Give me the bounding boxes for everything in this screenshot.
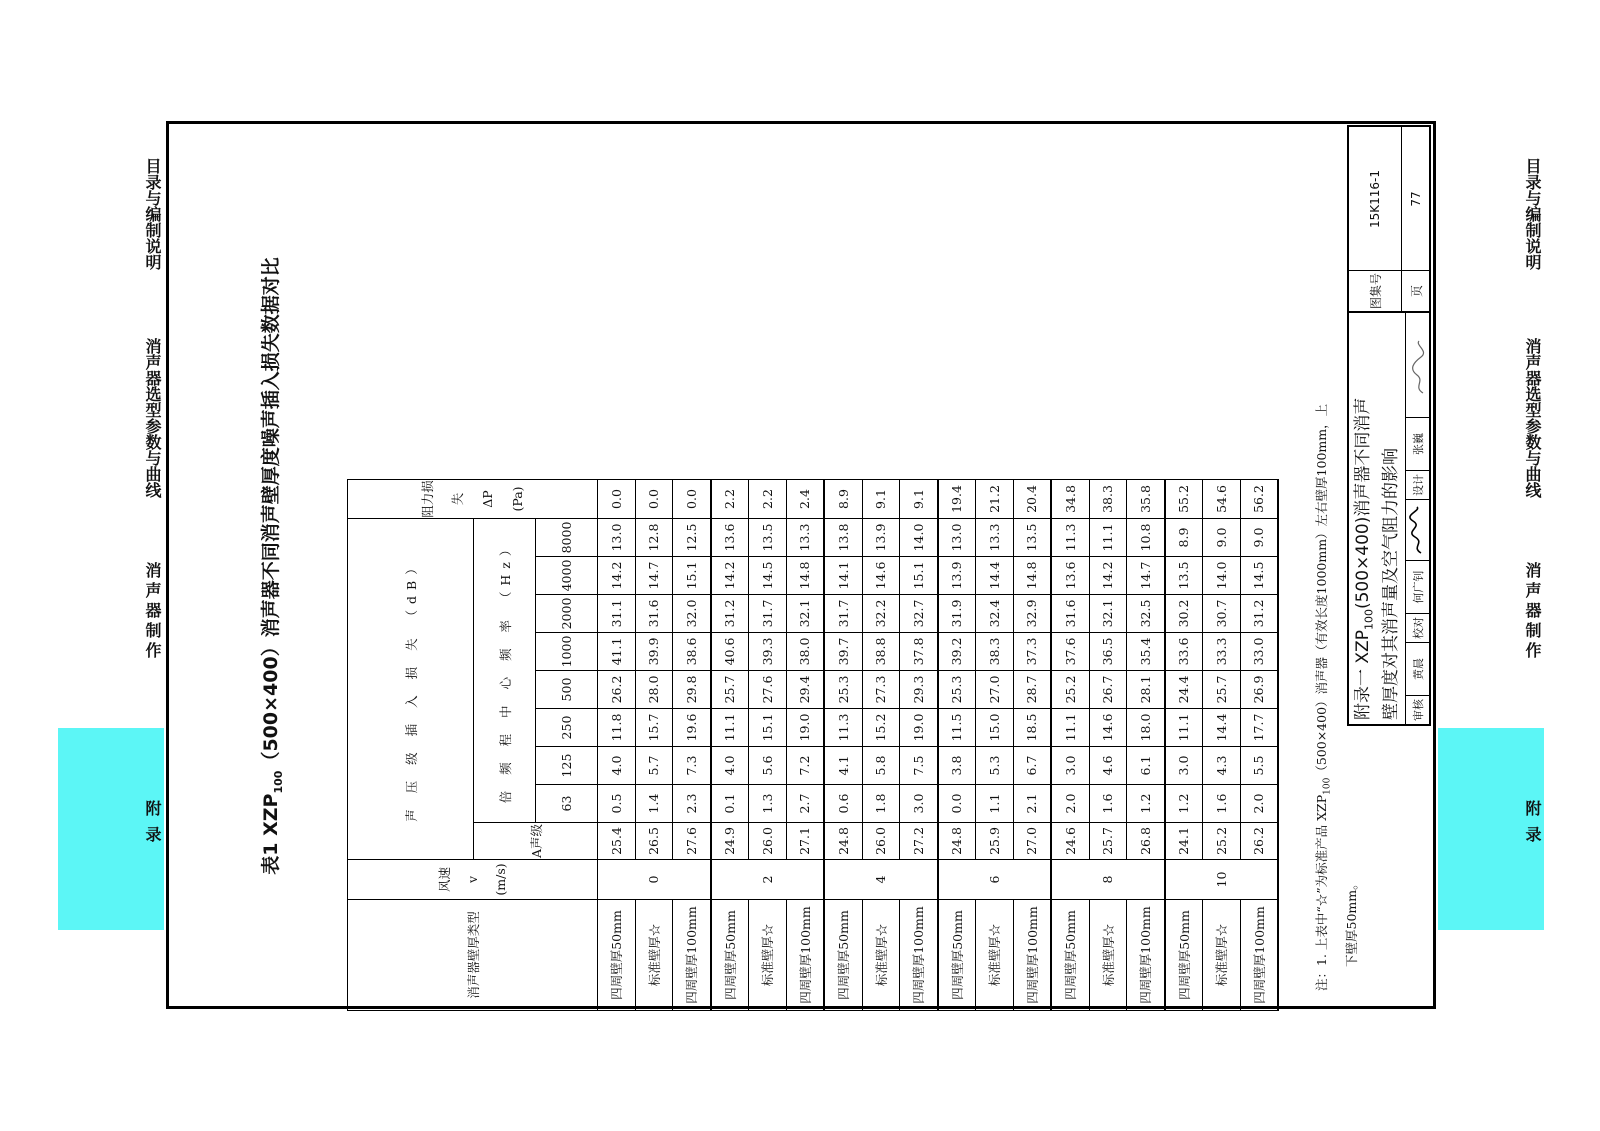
- cell-freq-value: 13.5: [1165, 557, 1203, 595]
- cell-freq-value: 7.3: [673, 747, 711, 785]
- header-freq: 2000: [536, 595, 598, 633]
- cell-type: 四周壁厚100mm: [1013, 900, 1051, 1011]
- cell-freq-value: 30.2: [1165, 595, 1203, 633]
- cell-freq-value: 31.1: [598, 595, 636, 633]
- title-block-signatures: [1405, 313, 1430, 724]
- cell-freq-value: 4.6: [1089, 747, 1127, 785]
- cell-freq-value: 39.3: [749, 633, 787, 671]
- cell-freq-value: 25.3: [824, 671, 862, 709]
- cell-freq-value: 14.8: [786, 557, 824, 595]
- cell-freq-value: 15.1: [900, 557, 938, 595]
- cell-a-level: 24.8: [938, 823, 976, 860]
- header-speed-symbol: v: [464, 875, 480, 884]
- cell-type: 标准壁厚☆: [749, 900, 787, 1011]
- cell-freq-value: 7.2: [786, 747, 824, 785]
- table-row: [635, 480, 673, 1011]
- cell-freq-value: 1.2: [1165, 785, 1203, 823]
- cell-type: 四周壁厚50mm: [824, 900, 862, 1011]
- table-row: [1013, 480, 1051, 1011]
- note-line2: 下壁厚50mm。: [1343, 877, 1359, 967]
- cell-freq-value: 18.0: [1127, 709, 1165, 747]
- cell-a-level: 25.4: [598, 823, 636, 860]
- cell-freq-value: 1.1: [976, 785, 1014, 823]
- sidebar-item-catalog[interactable]: 目录与编制说明: [1523, 158, 1542, 270]
- header-speed: [348, 860, 598, 900]
- header-speed-label: 风速: [436, 867, 452, 893]
- cell-freq-value: 27.6: [749, 671, 787, 709]
- cell-pressure: 2.2: [711, 480, 749, 519]
- cell-freq-value: 29.8: [673, 671, 711, 709]
- cell-a-level: 27.1: [786, 823, 824, 860]
- cell-freq-value: 25.3: [938, 671, 976, 709]
- check-signature: [1406, 499, 1430, 560]
- cell-freq-value: 31.6: [1051, 595, 1089, 633]
- table-row: [1127, 480, 1165, 1011]
- cell-a-level: 26.8: [1127, 823, 1165, 860]
- cell-type: 标准壁厚☆: [1089, 900, 1127, 1011]
- cell-freq-value: 1.6: [1203, 785, 1241, 823]
- cell-freq-value: 31.6: [635, 595, 673, 633]
- cell-freq-value: 10.8: [1127, 519, 1165, 557]
- cell-freq-value: 26.9: [1240, 671, 1278, 709]
- header-freq: 4000: [536, 557, 598, 595]
- sidebar-item-appendix[interactable]: 附录: [1523, 800, 1542, 852]
- cell-freq-value: 14.7: [635, 557, 673, 595]
- check-name: 何广钊: [1406, 560, 1430, 613]
- header-freq: 250: [536, 709, 598, 747]
- cell-freq-value: 13.6: [1051, 557, 1089, 595]
- cell-freq-value: 25.2: [1051, 671, 1089, 709]
- cell-freq-value: 15.1: [749, 709, 787, 747]
- cell-freq-value: 11.3: [1051, 519, 1089, 557]
- cell-freq-value: 14.4: [1203, 709, 1241, 747]
- cell-pressure: 0.0: [673, 480, 711, 519]
- cell-freq-value: 40.6: [711, 633, 749, 671]
- cell-freq-value: 6.7: [1013, 747, 1051, 785]
- cell-type: 标准壁厚☆: [635, 900, 673, 1011]
- cell-freq-value: 4.0: [711, 747, 749, 785]
- title-block-title: [1352, 316, 1404, 720]
- cell-pressure: 38.3: [1089, 480, 1127, 519]
- cell-freq-value: 14.6: [862, 557, 900, 595]
- cell-freq-value: 8.9: [1165, 519, 1203, 557]
- cell-freq-value: 1.3: [749, 785, 787, 823]
- cell-freq-value: 2.1: [1013, 785, 1051, 823]
- page-label: 页: [1401, 270, 1430, 311]
- tb-line1-a: 附录一 XZP: [1353, 630, 1373, 720]
- design-name: 张巍: [1406, 417, 1430, 470]
- cell-freq-value: 33.3: [1203, 633, 1241, 671]
- cell-freq-value: 32.1: [786, 595, 824, 633]
- header-pressure: [348, 480, 598, 519]
- cell-freq-value: 4.1: [824, 747, 862, 785]
- design-signature: [1406, 317, 1430, 417]
- cell-freq-value: 3.8: [938, 747, 976, 785]
- cell-type: 四周壁厚50mm: [1165, 900, 1203, 1011]
- note-line1-sub: 100: [1322, 777, 1333, 795]
- cell-pressure: 34.8: [1051, 480, 1089, 519]
- cell-freq-value: 1.6: [1089, 785, 1127, 823]
- table-row: [976, 480, 1014, 1011]
- check-label: 校对: [1406, 613, 1430, 642]
- cell-freq-value: 15.0: [976, 709, 1014, 747]
- cell-freq-value: 25.7: [711, 671, 749, 709]
- cell-freq-value: 28.7: [1013, 671, 1051, 709]
- cell-pressure: 0.0: [598, 480, 636, 519]
- cell-freq-value: 11.1: [1089, 519, 1127, 557]
- cell-freq-value: 2.3: [673, 785, 711, 823]
- cell-freq-value: 11.1: [1051, 709, 1089, 747]
- cell-a-level: 24.8: [824, 823, 862, 860]
- sheet-content: [164, 119, 1438, 1011]
- cell-freq-value: 14.5: [1240, 557, 1278, 595]
- cell-freq-value: 29.3: [900, 671, 938, 709]
- cell-freq-value: 14.2: [598, 557, 636, 595]
- cell-freq-value: 15.1: [673, 557, 711, 595]
- cell-freq-value: 33.6: [1165, 633, 1203, 671]
- review-label: 审核: [1406, 695, 1430, 724]
- cell-freq-value: 14.6: [1089, 709, 1127, 747]
- cell-freq-value: 31.7: [824, 595, 862, 633]
- cell-speed: 6: [938, 860, 1052, 900]
- cell-a-level: 24.9: [711, 823, 749, 860]
- cell-type: 标准壁厚☆: [976, 900, 1014, 1011]
- cell-pressure: 2.2: [749, 480, 787, 519]
- cell-freq-value: 1.4: [635, 785, 673, 823]
- cell-a-level: 27.2: [900, 823, 938, 860]
- header-freq: 1000: [536, 633, 598, 671]
- atlas-label: 图集号: [1349, 270, 1401, 311]
- sidebar-item-catalog[interactable]: 目录与编制说明: [143, 158, 162, 270]
- header-pressure-unit: (Pa): [509, 486, 525, 512]
- cell-freq-value: 13.6: [711, 519, 749, 557]
- cell-type: 四周壁厚100mm: [900, 900, 938, 1011]
- cell-freq-value: 29.4: [786, 671, 824, 709]
- cell-freq-value: 5.3: [976, 747, 1014, 785]
- cell-freq-value: 33.0: [1240, 633, 1278, 671]
- cell-freq-value: 13.5: [749, 519, 787, 557]
- table-row: [1051, 480, 1089, 1011]
- cell-freq-value: 13.9: [938, 557, 976, 595]
- table-row: [1240, 480, 1278, 1011]
- sidebar-left: [58, 0, 164, 1131]
- cell-a-level: 25.9: [976, 823, 1014, 860]
- header-pressure-label: 阻力损失: [419, 480, 465, 518]
- header-octave: 倍 频 程 中 心 频 率 （Hz）: [474, 519, 536, 823]
- title-sub: 100: [271, 770, 285, 794]
- cell-freq-value: 14.1: [824, 557, 862, 595]
- cell-freq-value: 14.2: [711, 557, 749, 595]
- cell-type: 四周壁厚50mm: [938, 900, 976, 1011]
- cell-freq-value: 13.0: [598, 519, 636, 557]
- cell-pressure: 35.8: [1127, 480, 1165, 519]
- cell-freq-value: 2.0: [1240, 785, 1278, 823]
- cell-freq-value: 26.7: [1089, 671, 1127, 709]
- table-row: [862, 480, 900, 1011]
- tb-line1-sub: 100: [1362, 609, 1376, 631]
- cell-a-level: 26.5: [635, 823, 673, 860]
- sidebar-item-fabrication[interactable]: 消声器制作: [143, 562, 162, 662]
- table-title: [256, 151, 285, 981]
- atlas-number: 15K116-1: [1368, 170, 1382, 229]
- cell-freq-value: 11.1: [711, 709, 749, 747]
- cell-a-level: 27.6: [673, 823, 711, 860]
- cell-freq-value: 5.5: [1240, 747, 1278, 785]
- sidebar-item-selection[interactable]: 消声器选型参数与曲线: [143, 338, 162, 498]
- cell-type: 四周壁厚50mm: [598, 900, 636, 1011]
- cell-freq-value: 15.2: [862, 709, 900, 747]
- cell-type: 标准壁厚☆: [1203, 900, 1241, 1011]
- cell-freq-value: 39.7: [824, 633, 862, 671]
- design-label: 设计: [1406, 470, 1430, 499]
- cell-freq-value: 28.1: [1127, 671, 1165, 709]
- cell-freq-value: 0.0: [938, 785, 976, 823]
- cell-pressure: 21.2: [976, 480, 1014, 519]
- cell-a-level: 24.6: [1051, 823, 1089, 860]
- cell-freq-value: 14.0: [900, 519, 938, 557]
- cell-freq-value: 19.6: [673, 709, 711, 747]
- cell-type: 四周壁厚50mm: [1051, 900, 1089, 1011]
- cell-freq-value: 14.8: [1013, 557, 1051, 595]
- cell-freq-value: 32.5: [1127, 595, 1165, 633]
- cell-freq-value: 9.0: [1203, 519, 1241, 557]
- cell-freq-value: 32.4: [976, 595, 1014, 633]
- sidebar-item-selection[interactable]: 消声器选型参数与曲线: [1523, 338, 1542, 498]
- cell-freq-value: 3.0: [1051, 747, 1089, 785]
- cell-type: 四周壁厚100mm: [786, 900, 824, 1011]
- cell-freq-value: 31.2: [1240, 595, 1278, 633]
- cell-freq-value: 2.7: [786, 785, 824, 823]
- cell-freq-value: 30.7: [1203, 595, 1241, 633]
- cell-freq-value: 13.3: [976, 519, 1014, 557]
- cell-freq-value: 38.0: [786, 633, 824, 671]
- cell-freq-value: 32.7: [900, 595, 938, 633]
- cell-a-level: 24.1: [1165, 823, 1203, 860]
- cell-pressure: 8.9: [824, 480, 862, 519]
- table-row: [598, 480, 636, 1011]
- note-line1-a: 注：1. 上表中“☆”为标准产品 XZP: [1314, 794, 1329, 991]
- table-row: [824, 480, 862, 1011]
- cell-freq-value: 18.5: [1013, 709, 1051, 747]
- cell-freq-value: 32.0: [673, 595, 711, 633]
- cell-freq-value: 39.9: [635, 633, 673, 671]
- cell-freq-value: 12.8: [635, 519, 673, 557]
- cell-type: 四周壁厚100mm: [1127, 900, 1165, 1011]
- cell-freq-value: 13.3: [786, 519, 824, 557]
- cell-freq-value: 14.7: [1127, 557, 1165, 595]
- cell-freq-value: 39.2: [938, 633, 976, 671]
- cell-pressure: 9.1: [862, 480, 900, 519]
- sidebar-item-fabrication[interactable]: 消声器制作: [1523, 562, 1542, 662]
- cell-freq-value: 28.0: [635, 671, 673, 709]
- cell-type: 标准壁厚☆: [862, 900, 900, 1011]
- table-row: [900, 480, 938, 1011]
- header-freq: 500: [536, 671, 598, 709]
- cell-freq-value: 1.8: [862, 785, 900, 823]
- sidebar-item-appendix[interactable]: 附录: [143, 800, 162, 852]
- table-row: [786, 480, 824, 1011]
- cell-speed: 0: [598, 860, 711, 900]
- cell-freq-value: 37.6: [1051, 633, 1089, 671]
- cell-freq-value: 26.2: [598, 671, 636, 709]
- cell-freq-value: 7.5: [900, 747, 938, 785]
- cell-freq-value: 14.0: [1203, 557, 1241, 595]
- cell-pressure: 54.6: [1203, 480, 1241, 519]
- cell-freq-value: 13.5: [1013, 519, 1051, 557]
- cell-freq-value: 25.7: [1203, 671, 1241, 709]
- cell-freq-value: 32.1: [1089, 595, 1127, 633]
- header-type: 消声器壁厚类型: [348, 900, 598, 1011]
- header-freq: 8000: [536, 519, 598, 557]
- cell-freq-value: 31.7: [749, 595, 787, 633]
- tb-line2: 壁厚度对其消声量及空气阻力的影响: [1381, 448, 1402, 720]
- cell-freq-value: 17.7: [1240, 709, 1278, 747]
- title-suffix: （500×400）消声器不同消声壁厚度噪声插入损失数据对比: [260, 257, 282, 771]
- cell-freq-value: 36.5: [1089, 633, 1127, 671]
- cell-pressure: 9.1: [900, 480, 938, 519]
- cell-freq-value: 13.0: [938, 519, 976, 557]
- cell-freq-value: 31.2: [711, 595, 749, 633]
- cell-freq-value: 32.2: [862, 595, 900, 633]
- cell-freq-value: 19.0: [900, 709, 938, 747]
- cell-freq-value: 5.7: [635, 747, 673, 785]
- cell-freq-value: 14.4: [976, 557, 1014, 595]
- cell-freq-value: 11.1: [1165, 709, 1203, 747]
- cell-freq-value: 14.5: [749, 557, 787, 595]
- cell-freq-value: 4.3: [1203, 747, 1241, 785]
- cell-freq-value: 11.8: [598, 709, 636, 747]
- cell-a-level: 25.2: [1203, 823, 1241, 860]
- note-line1-b: （500×400）消声器（有效长度1000mm）左右壁厚100mm，上: [1314, 403, 1329, 778]
- header-speed-unit: (m/s): [492, 863, 508, 896]
- cell-freq-value: 27.3: [862, 671, 900, 709]
- table-row: [673, 480, 711, 1011]
- data-table: [347, 479, 1279, 1011]
- title-prefix: 表1 XZP: [260, 793, 282, 875]
- cell-freq-value: 5.6: [749, 747, 787, 785]
- cell-freq-value: 31.9: [938, 595, 976, 633]
- cell-freq-value: 13.8: [824, 519, 862, 557]
- cell-freq-value: 11.3: [824, 709, 862, 747]
- title-block-side: [1347, 125, 1431, 311]
- cell-freq-value: 24.4: [1165, 671, 1203, 709]
- header-freq: 125: [536, 747, 598, 785]
- page-number: 77: [1401, 127, 1430, 271]
- table-row: [1203, 480, 1241, 1011]
- cell-type: 四周壁厚50mm: [711, 900, 749, 1011]
- cell-freq-value: 12.5: [673, 519, 711, 557]
- cell-freq-value: 27.0: [976, 671, 1014, 709]
- cell-freq-value: 4.0: [598, 747, 636, 785]
- sidebar-right: [1438, 0, 1544, 1131]
- cell-freq-value: 41.1: [598, 633, 636, 671]
- cell-freq-value: 2.0: [1051, 785, 1089, 823]
- cell-freq-value: 38.8: [862, 633, 900, 671]
- cell-freq-value: 13.9: [862, 519, 900, 557]
- cell-freq-value: 11.5: [938, 709, 976, 747]
- header-pressure-symbol: ΔP: [479, 490, 495, 508]
- cell-freq-value: 19.0: [786, 709, 824, 747]
- cell-freq-value: 1.2: [1127, 785, 1165, 823]
- cell-freq-value: 38.3: [976, 633, 1014, 671]
- table-row: [1089, 480, 1127, 1011]
- cell-a-level: 26.2: [1240, 823, 1278, 860]
- cell-pressure: 2.4: [786, 480, 824, 519]
- cell-a-level: 26.0: [862, 823, 900, 860]
- cell-freq-value: 15.7: [635, 709, 673, 747]
- cell-freq-value: 5.8: [862, 747, 900, 785]
- title-block-main: [1347, 311, 1431, 726]
- cell-a-level: 27.0: [1013, 823, 1051, 860]
- cell-type: 四周壁厚100mm: [1240, 900, 1278, 1011]
- cell-speed: 8: [1051, 860, 1165, 900]
- cell-freq-value: 6.1: [1127, 747, 1165, 785]
- header-sound: 声 压 级 插 入 损 失 （dB）: [348, 519, 474, 860]
- table-row: [1165, 480, 1203, 1011]
- table-row: [938, 480, 976, 1011]
- table-row: [711, 480, 749, 1011]
- table-row: [749, 480, 787, 1011]
- cell-freq-value: 0.6: [824, 785, 862, 823]
- cell-speed: 2: [711, 860, 825, 900]
- cell-pressure: 20.4: [1013, 480, 1051, 519]
- cell-pressure: 56.2: [1240, 480, 1278, 519]
- cell-type: 四周壁厚100mm: [673, 900, 711, 1011]
- cell-pressure: 19.4: [938, 480, 976, 519]
- cell-speed: 10: [1165, 860, 1279, 900]
- cell-a-level: 25.7: [1089, 823, 1127, 860]
- cell-freq-value: 37.8: [900, 633, 938, 671]
- cell-freq-value: 32.9: [1013, 595, 1051, 633]
- review-name: 黄晨: [1406, 642, 1430, 695]
- header-freq: 63: [536, 785, 598, 823]
- cell-freq-value: 35.4: [1127, 633, 1165, 671]
- cell-a-level: 26.0: [749, 823, 787, 860]
- cell-freq-value: 3.0: [1165, 747, 1203, 785]
- cell-freq-value: 9.0: [1240, 519, 1278, 557]
- cell-freq-value: 0.5: [598, 785, 636, 823]
- cell-freq-value: 37.3: [1013, 633, 1051, 671]
- cell-freq-value: 3.0: [900, 785, 938, 823]
- cell-speed: 4: [824, 860, 938, 900]
- cell-pressure: 0.0: [635, 480, 673, 519]
- header-a-level: A声级: [474, 823, 598, 860]
- title-block: [1339, 119, 1438, 1011]
- cell-freq-value: 14.2: [1089, 557, 1127, 595]
- cell-pressure: 55.2: [1165, 480, 1203, 519]
- cell-freq-value: 38.6: [673, 633, 711, 671]
- tb-line1-b: (500×400)消声器不同消声: [1353, 397, 1373, 610]
- cell-freq-value: 0.1: [711, 785, 749, 823]
